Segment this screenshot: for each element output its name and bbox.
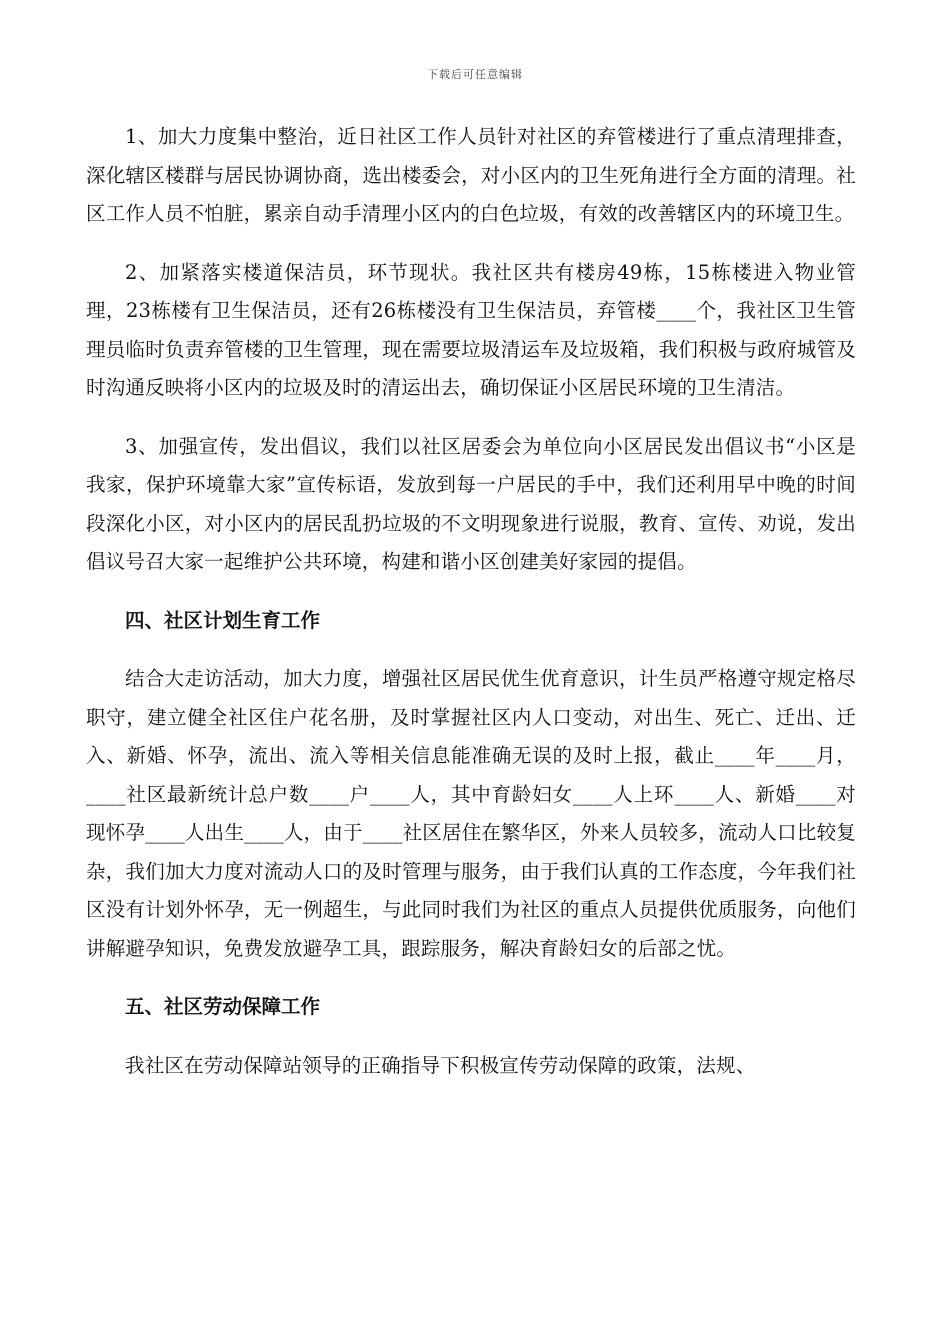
page-header-note: 下载后可任意编辑 bbox=[427, 68, 523, 81]
paragraph-labor-security: 我社区在劳动保障站领导的正确指导下积极宣传劳动保障的政策，法规、 bbox=[125, 1053, 756, 1077]
section-heading-labor-security: 五、社区劳动保障工作 bbox=[125, 995, 321, 1018]
paragraph-sanitation-cleanup: 1、加大力度集中整治，近日社区工作人员针对社区的弃管楼进行了重点清理排查，深化辖区楼群与居民协调协商，选出楼委会，对小区内的卫生死角进行全方面的清理。社区工作人员不怕脏，累亲自动手清理小区内的白色垃圾，有效的改善辖区内的环境卫生。 bbox=[86, 125, 856, 225]
section-heading-family-planning: 四、社区计划生育工作 bbox=[125, 608, 321, 632]
document-body bbox=[86, 118, 856, 1105]
paragraph-publicity-initiative: 3、加强宣传，发出倡议，我们以社区居委会为单位向小区居民发出倡议书“小区是我家，保护环境靠大家”宣传标语，发放到每一户居民的手中，我们还利用早中晚的时间段深化小区，对小区内的居民乱扔垃圾的不文明现象进行说服，教育、宣传、劝说，发出倡议号召大家一起维护公共环境，构建和谐小区创建美好家园的提倡。 bbox=[86, 434, 856, 573]
paragraph-family-planning: 结合大走访活动，加大力度，增强社区居民优生优育意识，计生员严格遵守规定格尽职守，建立健全社区住户花名册，及时掌握社区内人口变动，对出生、死亡、迁出、迁入、新婚、怀孕，流出、流入等相关信息能准确无误的及时上报，截止____年____月，____社区最新统计总户数____户____人，其中育龄妇女____人上环____人、新婚____对现怀孕____人出生____人，由于____社区居住在繁华区，外来人员较多，流动人口比较复杂，我们加大力度对流动人口的及时管理与服务，由于我们认真的工作态度，今年我们社区没有计划外怀孕，无一例超生，与此同时我们为社区的重点人员提供优质服务，向他们讲解避孕知识，免费发放避孕工具，跟踪服务，解决育龄妇女的后部之忧。 bbox=[86, 667, 856, 960]
paragraph-corridor-cleaners: 2、加紧落实楼道保洁员，环节现状。我社区共有楼房49栋，15栋楼进入物业管理，23栋楼有卫生保洁员，还有26栋楼没有卫生保洁员，弃管楼____个，我社区卫生管理员临时负责弃管楼的卫生管理，现在需要垃圾清运车及垃圾箱，我们积极与政府城管及时沟通反映将小区内的垃圾及时的清运出去，确切保证小区居民环境的卫生清洁。 bbox=[86, 260, 856, 399]
